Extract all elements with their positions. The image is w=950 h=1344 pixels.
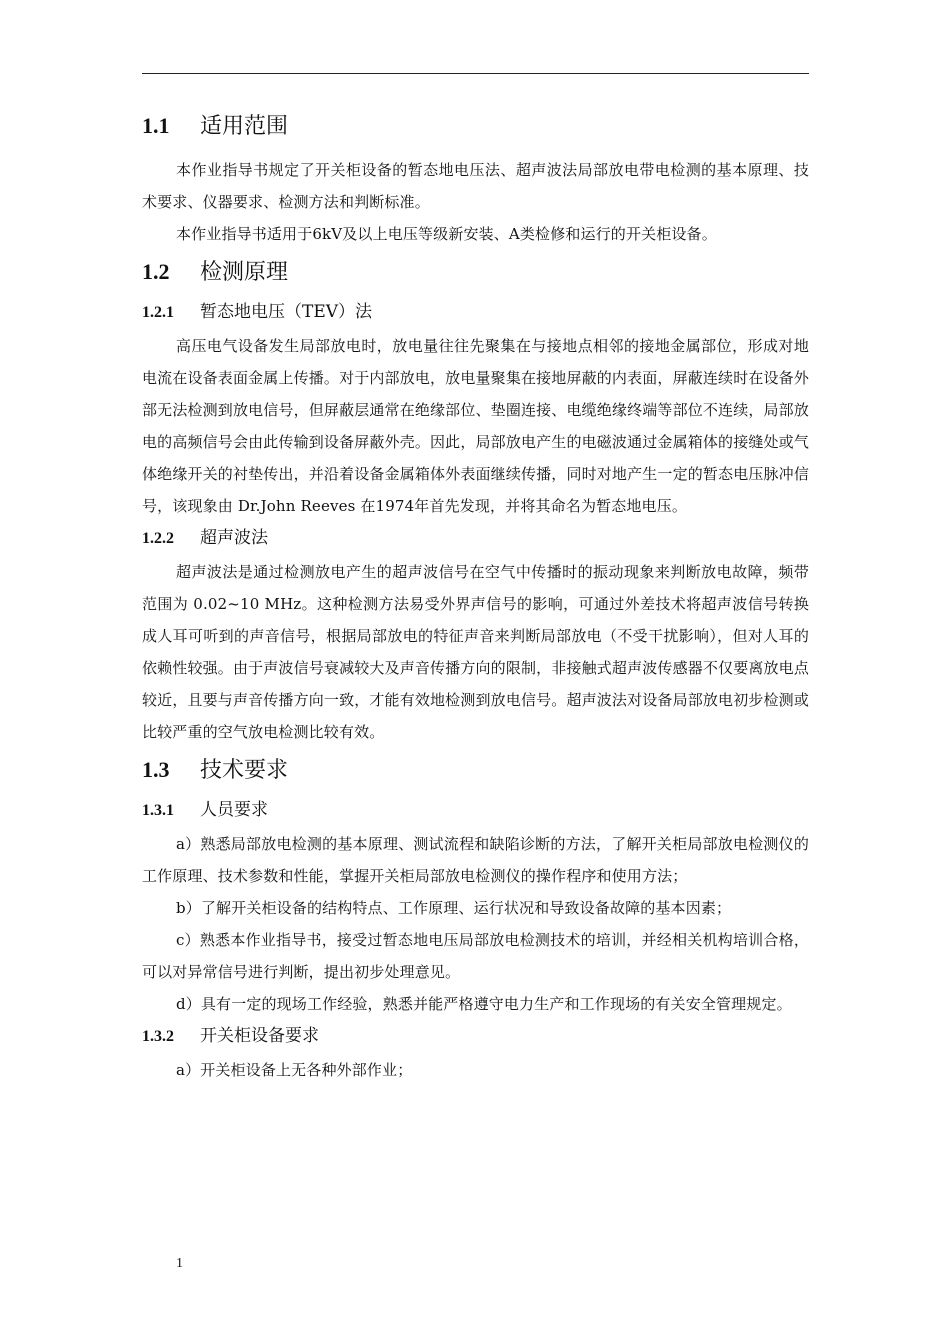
paragraph-scope-2: 本作业指导书适用于6kV及以上电压等级新安装、A类检修和运行的开关柜设备。 [176,225,717,243]
subsection-number: 1.2.2 [142,530,174,547]
subsection-title: 开关柜设备要求 [200,1026,319,1046]
section-title: 技术要求 [200,758,289,783]
header-rule [142,73,809,74]
subsection-number: 1.2.1 [142,304,174,321]
list-item-staff-d: d）具有一定的现场工作经验，熟悉并能严格遵守电力生产和工作现场的有关安全管理规定。 [176,995,792,1013]
section-title: 检测原理 [200,260,289,285]
subsection-heading-1-3-1 [142,794,809,826]
section-title: 适用范围 [200,114,289,139]
section-heading-1-3 [142,748,809,792]
section-number: 1.1 [142,113,170,138]
subsection-heading-1-3-2 [142,1020,809,1052]
subsection-number: 1.3.1 [142,802,174,819]
document-body [142,104,809,1086]
subsection-heading-1-2-1 [142,296,809,328]
page-number: 1 [176,1256,183,1271]
section-number: 1.3 [142,757,170,782]
list-item-staff-c: c）熟悉本作业指导书，接受过暂态地电压局部放电检测技术的培训，并经相关机构培训合格，可以对异常信号进行判断，提出初步处理意见。 [142,931,809,981]
subsection-title: 暂态地电压（TEV）法 [200,302,373,322]
list-item-staff-b: b）了解开关柜设备的结构特点、工作原理、运行状况和导致设备故障的基本因素； [176,899,732,917]
paragraph-scope-1: 本作业指导书规定了开关柜设备的暂态地电压法、超声波法局部放电带电检测的基本原理、技术要求、仪器要求、检测方法和判断标准。 [142,161,809,211]
subsection-title: 超声波法 [200,528,268,548]
section-heading-1-2 [142,250,809,294]
subsection-title: 人员要求 [200,800,268,820]
list-item-equip-a: a）开关柜设备上无各种外部作业； [176,1061,413,1079]
paragraph-ultrasonic: 超声波法是通过检测放电产生的超声波信号在空气中传播时的振动现象来判断放电故障，频带范围为 0.02~10 MHz。这种检测方法易受外界声信号的影响，可通过外差技术将超声波信号转换成人耳可听到的声音信号，根据局部放电的特征声音来判断局部放电（不受干扰影响），但对人耳的依赖性较强。由于声波信号衰减较大及声音传播方向的限制，非接触式超声波传感器不仅要离放电点较近，且要与声音传播方向一致，才能有效地检测到放电信号。超声波法对设备局部放电初步检测或比较严重的空气放电检测比较有效。 [142,563,809,741]
subsection-heading-1-2-2 [142,522,809,554]
section-heading-1-1 [142,104,809,148]
list-item-staff-a: a）熟悉局部放电检测的基本原理、测试流程和缺陷诊断的方法，了解开关柜局部放电检测仪的工作原理、技术参数和性能，掌握开关柜局部放电检测仪的操作程序和使用方法； [142,835,809,885]
section-number: 1.2 [142,259,170,284]
subsection-number: 1.3.2 [142,1028,174,1045]
paragraph-tev: 高压电气设备发生局部放电时，放电量往往先聚集在与接地点相邻的接地金属部位，形成对地电流在设备表面金属上传播。对于内部放电，放电量聚集在接地屏蔽的内表面，屏蔽连续时在设备外部无法检测到放电信号，但屏蔽层通常在绝缘部位、垫圈连接、电缆绝缘终端等部位不连续，局部放电的高频信号会由此传输到设备屏蔽外壳。因此，局部放电产生的电磁波通过金属箱体的接缝处或气体绝缘开关的衬垫传出，并沿着设备金属箱体外表面继续传播，同时对地产生一定的暂态电压脉冲信号，该现象由 Dr.John Reeves 在1974年首先发现，并将其命名为暂态地电压。 [142,337,809,515]
